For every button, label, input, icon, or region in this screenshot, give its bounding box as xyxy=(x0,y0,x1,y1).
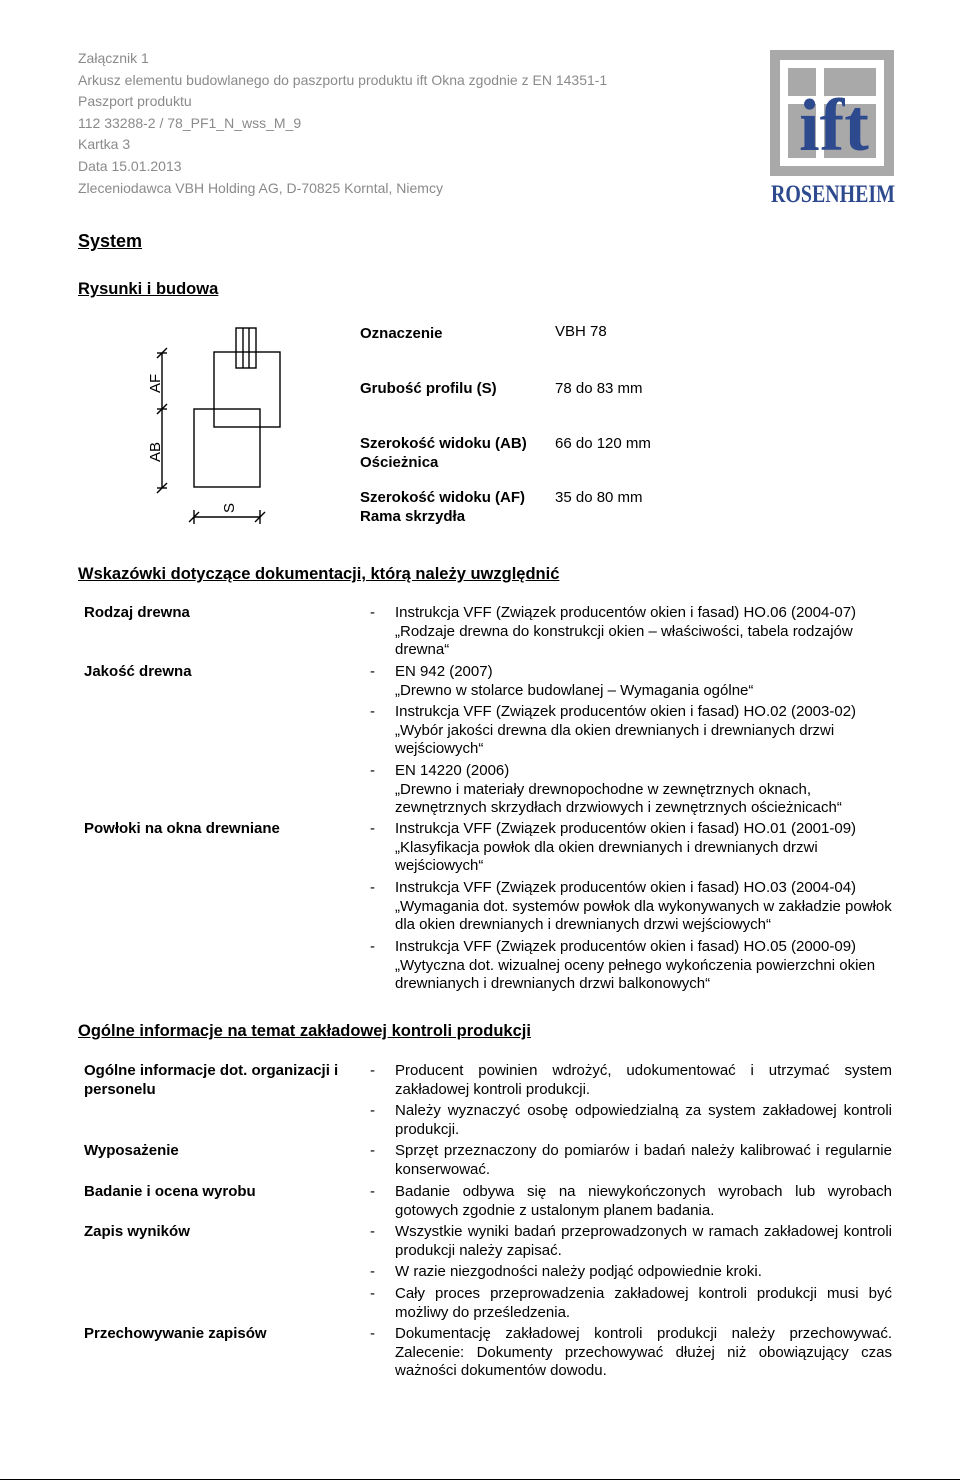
doc-item-coatings-3: Instrukcja VFF (Związek producentów okien i fasad) HO.05 (2000-09) „Wytyczna dot. wizualnej oceny pełnego wykończenia powierzchni okien drewnianych i drewnianych drzwi balkonowych“ xyxy=(395,938,876,992)
spec-value-frame-width: 66 do 120 mm xyxy=(555,435,651,452)
list-dash: - xyxy=(370,663,375,680)
header-line-client: Zleceniodawca VBH Holding AG, D-70825 Korntal, Niemcy xyxy=(78,179,443,196)
header-line-sheet-title: Arkusz elementu budowlanego do paszportu produktu ift Okna zgodnie z EN 14351-1 xyxy=(78,71,608,88)
fpc-item-records-3: Cały proces przeprowadzenia zakładowej kontroli produkcji musi być możliwy do prześledzenia. xyxy=(395,1285,892,1321)
fpc-label-testing: Badanie i ocena wyrobu xyxy=(84,1183,256,1200)
fpc-label-records: Zapis wyników xyxy=(84,1223,190,1240)
heading-system: System xyxy=(78,231,143,251)
fpc-item-storage-1: Dokumentację zakładowej kontroli produkcji należy przechowywać. Zalecenie: Dokumenty przechowywać dłużej niż obowiązujący czas ważności dokumentów dowodu. xyxy=(395,1325,892,1379)
header-line-annex: Załącznik 1 xyxy=(78,50,149,66)
document-header xyxy=(78,48,607,199)
list-dash: - xyxy=(370,1285,375,1302)
heading-drawings: Rysunki i budowa xyxy=(78,280,219,298)
fpc-label-storage: Przechowywanie zapisów xyxy=(84,1325,267,1342)
list-dash: - xyxy=(370,1223,375,1240)
fpc-item-testing-1: Badanie odbywa się na niewykończonych wyrobach lub wyrobach gotowych zgodnie z ustalonym planem badania. xyxy=(395,1183,892,1219)
doc-item-wood-type-1: Instrukcja VFF (Związek producentów okien i fasad) HO.06 (2004-07) „Rodzaje drewna do konstrukcji okien – właściwości, tabela rodzajów drewna“ xyxy=(395,604,857,658)
header-line-passport: Paszport produktu xyxy=(78,93,192,110)
doc-item-wood-quality-2: Instrukcja VFF (Związek producentów okien i fasad) HO.02 (2003-02) „Wybór jakości drewna dla okien drewnianych i drewnianych drzwi wejściowych“ xyxy=(395,703,857,757)
fpc-item-equipment-1: Sprzęt przeznaczony do pomiarów i badań należy kalibrować i regularnie konserwować. xyxy=(395,1142,892,1178)
list-dash: - xyxy=(370,1325,375,1342)
dimension-label-ab: AB xyxy=(147,441,164,462)
spec-label-profile-thickness: Grubość profilu (S) xyxy=(360,380,497,397)
spec-value-designation: VBH 78 xyxy=(555,323,607,340)
fpc-label-organization: Ogólne informacje dot. organizacji i personelu xyxy=(84,1062,339,1098)
spec-label-sash-width: Szerokość widoku (AF) Rama skrzydła xyxy=(360,489,526,525)
header-line-date: Data 15.01.2013 xyxy=(78,157,182,174)
fpc-item-records-2: W razie niezgodności należy podjąć odpowiednie kroki. xyxy=(395,1263,762,1280)
list-dash: - xyxy=(370,1102,375,1119)
dimension-label-af: AF xyxy=(147,373,164,393)
header-line-number: 112 33288-2 / 78_PF1_N_wss_M_9 xyxy=(78,114,302,131)
fpc-item-organization-1: Producent powinien wdrożyć, udokumentować i utrzymać system zakładowej kontroli produkcji. xyxy=(395,1062,892,1098)
list-dash: - xyxy=(370,820,375,837)
list-dash: - xyxy=(370,762,375,779)
list-dash: - xyxy=(370,1142,375,1159)
spec-label-designation: Oznaczenie xyxy=(360,325,443,342)
list-dash: - xyxy=(370,1183,375,1200)
list-dash: - xyxy=(370,938,375,955)
list-dash: - xyxy=(370,604,375,621)
fpc-item-organization-2: Należy wyznaczyć osobę odpowiedzialną za system zakładowej kontroli produkcji. xyxy=(395,1102,892,1138)
list-dash: - xyxy=(370,703,375,720)
header-line-page: Kartka 3 xyxy=(78,136,131,153)
doc-item-coatings-2: Instrukcja VFF (Związek producentów okien i fasad) HO.03 (2004-04) „Wymagania dot. systemów powłok dla wykonywanych w zakładzie powłok dla okien drewnianych i drewnianych drzwi wejściowych“ xyxy=(395,879,892,933)
heading-documentation: Wskazówki dotyczące dokumentacji, którą należy uwzględnić xyxy=(78,565,560,583)
heading-factory-production-control: Ogólne informacje na temat zakładowej kontroli produkcji xyxy=(78,1022,531,1040)
spec-label-frame-width: Szerokość widoku (AB) Ościeżnica xyxy=(360,435,527,471)
doc-item-wood-quality-1: EN 942 (2007) „Drewno w stolarce budowlanej – Wymagania ogólne“ xyxy=(395,663,754,699)
doc-label-coatings: Powłoki na okna drewniane xyxy=(84,820,280,837)
svg-text:ift: ift xyxy=(799,85,869,167)
spec-value-sash-width: 35 do 80 mm xyxy=(555,489,643,506)
dimension-label-s: S xyxy=(221,502,238,513)
fpc-item-records-1: Wszystkie wyniki badań przeprowadzonych w ramach zakładowej kontroli produkcji należy zapisać. xyxy=(395,1223,892,1259)
footer-rule xyxy=(0,1479,960,1480)
doc-item-coatings-1: Instrukcja VFF (Związek producentów okien i fasad) HO.01 (2001-09) „Klasyfikacja powłok dla okien drewnianych i drewnianych drzwi wejściowych“ xyxy=(395,820,857,874)
list-dash: - xyxy=(370,1263,375,1280)
list-dash: - xyxy=(370,1062,375,1079)
ift-rosenheim-logo xyxy=(770,50,898,206)
doc-item-wood-quality-3: EN 14220 (2006) „Drewno i materiały drewnopochodne w zewnętrznych oknach, zewnętrznych skrzydłach drzwiowych i zewnętrznych ościeżnicach“ xyxy=(395,762,842,816)
doc-label-wood-quality: Jakość drewna xyxy=(84,663,192,680)
list-dash: - xyxy=(370,879,375,896)
spec-value-profile-thickness: 78 do 83 mm xyxy=(555,380,643,397)
doc-label-wood-type: Rodzaj drewna xyxy=(84,604,190,621)
svg-text:ROSENHEIM: ROSENHEIM xyxy=(771,181,895,208)
profile-cross-section-drawing xyxy=(140,325,290,530)
fpc-label-equipment: Wyposażenie xyxy=(84,1142,179,1159)
